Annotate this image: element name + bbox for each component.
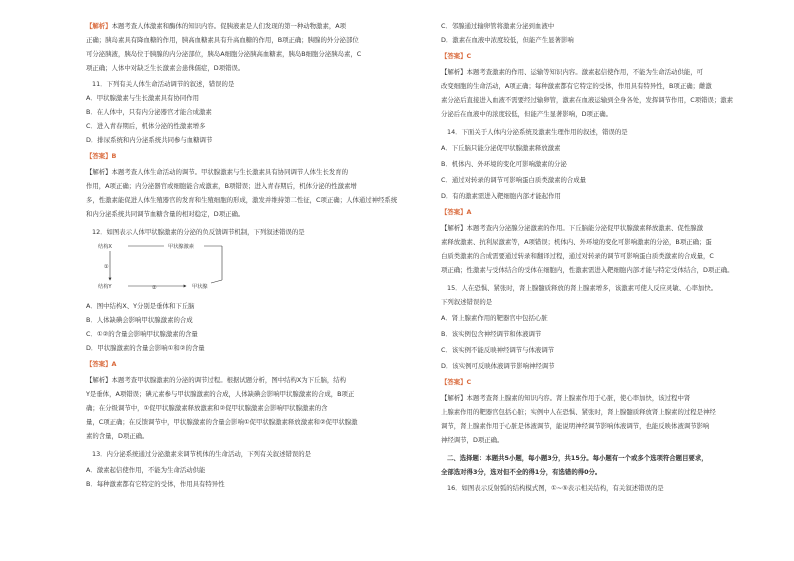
- thyroid-feedback-diagram: [96, 240, 256, 292]
- q11-answer: 【答案】B: [86, 152, 117, 160]
- feedback-line-bottom: [211, 280, 222, 283]
- q13-answer: 【答案】C: [441, 52, 472, 60]
- q15-explanation-line: 神经调节，D项正确。: [441, 436, 504, 444]
- q14-explanation-line: 白质类激素的合成需要通过转录和翻译过程，通过对转录的调节可影响蛋白质类激素的合成量，C: [441, 252, 714, 260]
- q11-explanation-line: 【解析】本题考查人体生命活动的调节。甲状腺激素与生长激素具有协同调节人体生长发育的: [86, 168, 349, 176]
- structure-x-label: 结构X: [98, 244, 112, 250]
- q13-explanation-line: 改变细胞的生命活动，A项正确；每种激素都有它特定的受体，作用具有特异性，B项正确；雌激: [441, 82, 712, 90]
- q13-option: C．邻腺通过输卵管将激素分泌到血液中: [441, 22, 555, 30]
- q13-explanation-line: 【解析】本题考查激素的作用、运输等知识内容。激素起信使作用，不能为生命活动供能，可: [441, 68, 704, 76]
- q13-option: B．每种激素都有它特定的受体，作用具有特异性: [86, 480, 225, 488]
- diagram-svg: [96, 240, 256, 292]
- q12-explanation-line: Y是垂体，A项错误；碘元素参与甲状腺激素的合成，人体缺碘会影响甲状腺激素的合成，B项正: [86, 390, 355, 398]
- q13-explanation-line: 素分泌后直接进入血液不需要经过输卵管，激素在血液运输到全身各处，发挥调节作用，C项错误；激素: [441, 96, 734, 104]
- q13-option: A．激素起信使作用，不能为生命活动供能: [86, 466, 206, 474]
- q13-explanation-line: 分泌后在血液中的浓度较低，但能产生显著影响，D项正确。: [441, 110, 613, 118]
- q11-option: A．甲状腺激素与生长激素具有协同作用: [86, 94, 200, 102]
- q14-explanation-line: 项正确；性激素与受体结合的受体在细胞内，性激素需进入靶细胞内部才能与特定受体结合，D项正确。: [441, 266, 734, 274]
- q15-explanation-line: 上腺素作用的靶器官包括心脏；实例中人在恐惧、紧张时，肾上腺髓质释放肾上腺素的过程是神经: [441, 408, 716, 416]
- q11-option: B．在人体中，只有内分泌器官才能合成激素: [86, 108, 212, 116]
- q12-option: B．人体缺碘会影响甲状腺激素的合成: [86, 316, 193, 324]
- marker-1: ①: [104, 264, 109, 270]
- structure-y-label: 结构Y: [98, 284, 112, 290]
- q13-stem: 13．内分泌系统通过分泌激素来调节机体的生命活动，下列有关叙述错误的是: [92, 450, 312, 458]
- q13-option: D．激素在血液中浓度较低，但能产生显著影响: [441, 36, 574, 44]
- q15-answer: 【答案】C: [441, 378, 472, 386]
- section-2-heading: 二、选择题：本题共5小题，每小题3分，共15分。每小题有一个或多个选项符合题目要求，: [447, 454, 708, 462]
- q16-stem: 16．如图表示反射弧的结构模式图，①~⑤表示相关结构，有关叙述错误的是: [447, 484, 664, 492]
- q11-stem: 11．下列有关人体生命活动调节的叙述，错误的是: [92, 80, 235, 88]
- marker-2: ②: [152, 285, 157, 291]
- q11-explanation-line: 多，性激素能促进人体生殖器官的发育和生殖细胞的形成，激发并维持第二性征，C项正确；人体通过神经系统: [86, 196, 398, 204]
- thyroid-gland-label: 甲状腺: [192, 284, 208, 290]
- q12-explanation-line: 量，C项正确；在反馈调节中，甲状腺激素的含量会影响①促甲状腺激素释放激素和②促甲状腺激: [86, 418, 358, 426]
- q10-explanation-line: 项正确；人体中对缺乏生长激素会患侏儒症，D项错误。: [86, 64, 245, 72]
- q12-explanation-line: 素的含量，D项正确。: [86, 432, 149, 440]
- q10-explanation-line: 正确；胰岛素具有降血糖的作用，胰高血糖素具有升高血糖的作用，B项正确；胰腺的外分泌部位: [86, 36, 359, 44]
- q11-explanation-line: 作用，A项正确；内分泌器官或细胞能合成激素，B项错误；进入青春期后，机体分泌的性激素增: [86, 182, 357, 190]
- q12-option: D．甲状腺激素的含量会影响①和②的含量: [86, 344, 205, 352]
- q12-explanation-line: 【解析】本题考查甲状腺激素的分泌的调节过程。根据试题分析，图中结构X为下丘脑，结构: [86, 376, 347, 384]
- q14-option: B．机体内、外环境的变化可影响激素的分泌: [441, 160, 567, 168]
- q15-stem: 15．人在恐惧、紧张时，肾上腺髓质释放的肾上腺素增多，该激素可使人反应灵敏、心率加快。: [447, 284, 718, 292]
- q15-option: A．肾上腺素作用的靶器官中包括心脏: [441, 314, 548, 322]
- q15-option: B．该实例包含神经调节和体液调节: [441, 330, 542, 338]
- q10-explanation-line: 【解析】本题考查人体激素和酶体的知识内容。促胰液素是人们发现的第一种动物激素，A项: [86, 22, 346, 30]
- q12-option: C．①②的含量会影响甲状腺激素的含量: [86, 330, 198, 338]
- q14-explanation-line: 【解析】本题考查内分泌腺分泌激素的作用。下丘脑能分泌促甲状腺激素释放激素、促性腺激: [441, 224, 704, 232]
- q14-option: A．下丘脑只能分泌促甲状腺激素释放激素: [441, 144, 561, 152]
- q11-option: D．排尿系统和内分泌系统共同参与血糖调节: [86, 136, 213, 144]
- section-2-heading: 全部选对得3分，选对但不全的得1分，有选错的得0分。: [441, 468, 602, 476]
- q11-explanation-line: 和内分泌系统共同调节血糖含量的相对稳定，D项正确。: [86, 210, 245, 218]
- thyroid-hormone-label: 甲状腺激素: [168, 244, 194, 250]
- q14-option: C．通过对转录的调节可影响蛋白质类激素的合成量: [441, 176, 587, 184]
- q11-option: C．进入青春期后，机体分泌的性激素增多: [86, 122, 206, 130]
- q14-explanation-line: 素释放激素、抗利尿激素等，A项错误；机体内、外环境的变化可影响激素的分泌，B项正确；蛋: [441, 238, 712, 246]
- q15-stem: 下列叙述错误的是: [441, 298, 493, 306]
- q14-answer: 【答案】A: [441, 208, 472, 216]
- q12-stem: 12．如图表示人体甲状腺激素的分泌的负反馈调节机制，下列叙述错误的是: [92, 228, 305, 236]
- q15-option: C．该实例不能反映神经调节与体液调节: [441, 346, 555, 354]
- q10-explanation-line: 可分泌胰液，胰岛位于胰腺的内分泌部位，胰岛A细胞分泌胰高血糖素，胰岛B细胞分泌胰岛素，C: [86, 50, 362, 58]
- q15-option: D．该实例可反映体液调节影响神经调节: [441, 362, 555, 370]
- q14-stem: 14．下面关于人体内分泌系统及激素生理作用的叙述，错误的是: [447, 128, 628, 136]
- q12-option: A．图中结构X、Y分别是垂体和下丘脑: [86, 302, 195, 310]
- q12-explanation-line: 确；在分级调节中，①促甲状腺激素释放激素和②促甲状腺激素会影响甲状腺激素的含: [86, 404, 328, 412]
- q12-answer: 【答案】A: [86, 360, 117, 368]
- q15-explanation-line: 【解析】本题考查肾上腺素的知识内容。肾上腺素作用于心脏，使心率加快，该过程中肾: [441, 394, 691, 402]
- q14-option: D．有的激素需进入靶细胞内部才能起作用: [441, 192, 561, 200]
- q15-explanation-line: 调节，肾上腺素作用于心脏是体液调节，能说明神经调节影响体液调节，也能反映体液调节影响: [441, 422, 710, 430]
